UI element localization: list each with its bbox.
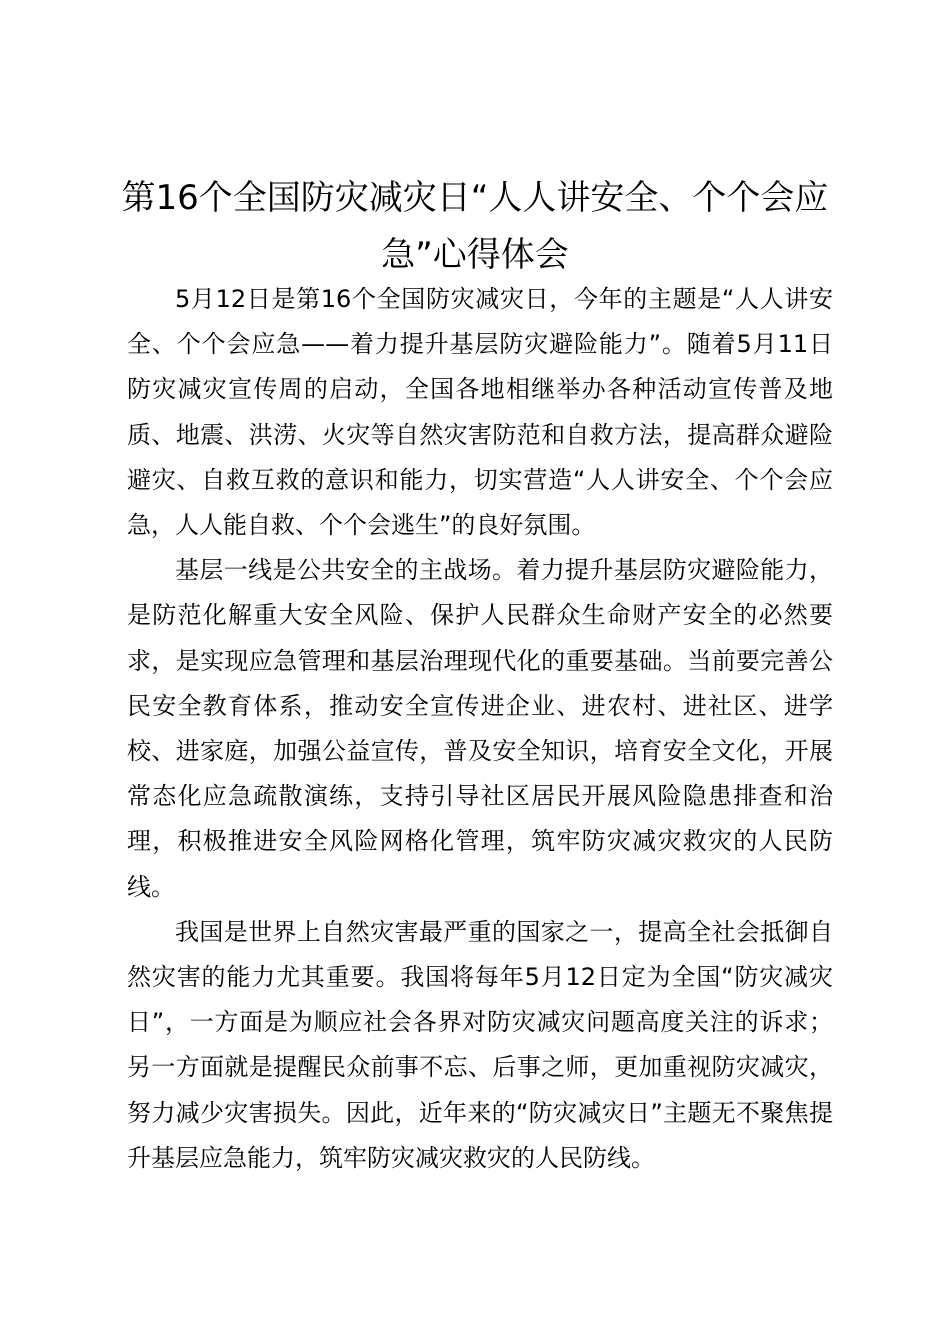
paragraph-3: 我国是世界上自然灾害最严重的国家之一，提高全社会抵御自然灾害的能力尤其重要。我国将每年5月12日定为全国“防灾减灾日”，一方面是为顺应社会各界对防灾减灾问题高度关注的诉求；另一方面就是提醒民众前事不忘、后事之师，更加重视防灾减灾，努力减少灾害损失。因此，近年来的“防灾减灾日”主题无不聚焦提升基层应急能力，筑牢防灾减灾救灾的人民防线。 <box>127 917 833 1172</box>
document-title: 第16个全国防灾减灾日“人人讲安全、个个会应急”心得体会 <box>121 178 829 275</box>
paragraph-2: 基层一线是公共安全的主战场。着力提升基层防灾避险能力，是防范化解重大安全风险、保护人民群众生命财产安全的必然要求，是实现应急管理和基层治理现代化的重要基础。当前要完善公民安全教育体系，推动安全宣传进企业、进农村、进社区、进学校、进家庭，加强公益宣传，普及安全知识，培育安全文化，开展常态化应急疏散演练，支持引导社区居民开展风险隐患排查和治理，积极推进安全风险网格化管理，筑牢防灾减灾救灾的人民防线。 <box>127 556 833 901</box>
document-body <box>127 277 833 1181</box>
paragraph-1: 5月12日是第16个全国防灾减灾日，今年的主题是“人人讲安全、个个会应急——着力提升基层防灾避险能力”。随着5月11日防灾减灾宣传周的启动，全国各地相继举办各种活动宣传普及地质、地震、洪涝、火灾等自然灾害防范和自救方法，提高群众避险避灾、自救互救的意识和能力，切实营造“人人讲安全、个个会应急，人人能自救、个个会逃生”的良好氛围。 <box>127 285 833 540</box>
